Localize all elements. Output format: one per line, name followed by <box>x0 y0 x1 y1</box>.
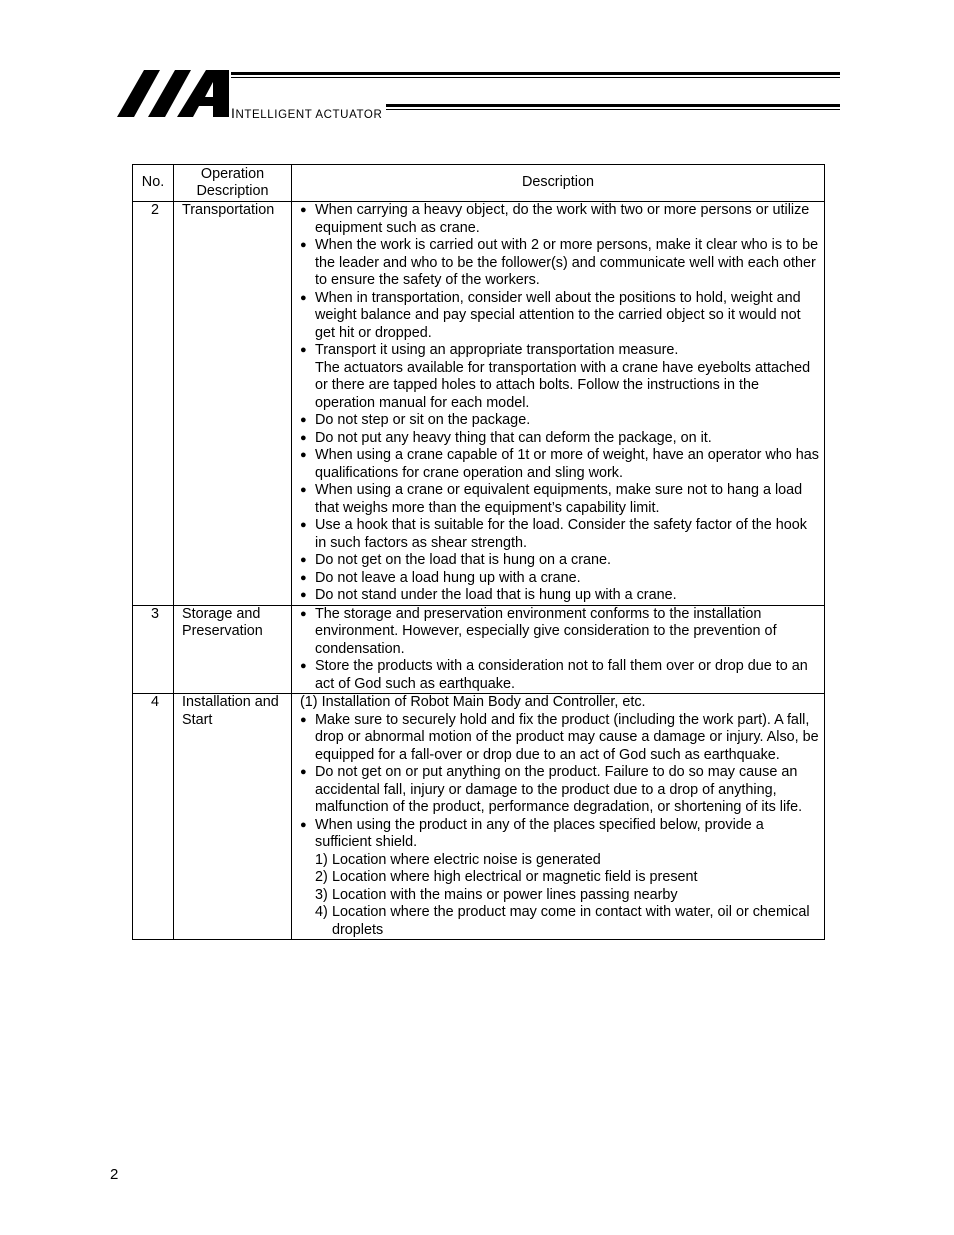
numbered-item-text: Location where high electrical or magnetic field is present <box>332 869 698 885</box>
numbered-item-label: 3) <box>315 886 328 903</box>
header-no: No. <box>133 165 174 202</box>
header-rule-bottom-thin <box>386 109 840 110</box>
bullet-item: ● When the work is carried out with 2 or more persons, make it clear who is to be the leader and who to be the follower(s) and communicate well with each other to ensure the safety of the workers. <box>300 237 820 290</box>
numbered-item-label: 1) <box>315 851 328 868</box>
bullet-item: ● When using a crane capable of 1t or more of weight, have an operator who has qualifications for crane operation and sling work. <box>300 447 820 482</box>
precautions-table <box>132 164 825 940</box>
bullet-item: ● Do not stand under the load that is hung up with a crane. <box>300 587 820 605</box>
continuation-text: The actuators available for transportation with a crane have eyebolts attached or there are tapped holes to attach bolts. Follow the instructions in the operation manual for each model. <box>315 359 811 411</box>
bullet-item: ● When using the product in any of the places specified below, provide a sufficient shield. <box>300 817 820 852</box>
numbered-item-text: Location with the mains or power lines passing nearby <box>332 886 678 903</box>
bullet-item: ● Make sure to securely hold and fix the product (including the work part). A fall, drop or abnormal motion of the product may cause a damage or injury. Also, be equipped for a fall-over or drop due to an act of God such as earthquake. <box>300 712 820 765</box>
description-cell <box>292 694 825 940</box>
bullet-item: ● Do not step or sit on the package. <box>300 412 820 430</box>
iai-logo <box>117 70 229 118</box>
bullet-item: ● The storage and preservation environment conforms to the installation environment. However, especially give consideration to the prevention of condensation. <box>300 606 820 659</box>
row-number: 4 <box>133 694 174 940</box>
bullet-item: ● Do not leave a load hung up with a crane. <box>300 570 820 588</box>
bullet-item: ● Store the products with a consideration not to fall them over or drop due to an act of God such as earthquake. <box>300 658 820 693</box>
header-operation: Operation Description <box>174 165 292 202</box>
bullet-item: ● Transport it using an appropriate transportation measure. <box>300 342 820 360</box>
row-number: 2 <box>133 202 174 606</box>
table-row <box>133 694 825 940</box>
table-row <box>133 202 825 606</box>
operation-description: Storage and Preservation <box>174 605 292 694</box>
numbered-item-label: 4) <box>315 904 328 920</box>
brand-name: INTELLIGENT ACTUATOR <box>231 105 383 121</box>
description-cell <box>292 202 825 606</box>
page-number: 2 <box>110 1166 119 1183</box>
header-description: Description <box>292 165 825 202</box>
row-number: 3 <box>133 605 174 694</box>
header-rule-top-thick <box>231 72 840 75</box>
numbered-item <box>300 869 820 887</box>
bullet-item: ● When using a crane or equivalent equipments, make sure not to hang a load that weighs more than the equipment’s capability limit. <box>300 482 820 517</box>
header-rule-top-thin <box>231 77 840 78</box>
bullet-item: ● Do not get on the load that is hung on a crane. <box>300 552 820 570</box>
header-rule-bottom-thick <box>386 104 840 107</box>
bullet-item: ● Do not put any heavy thing that can deform the package, on it. <box>300 430 820 448</box>
bullet-item: ● When carrying a heavy object, do the work with two or more persons or utilize equipment such as crane. <box>300 202 820 237</box>
numbered-item <box>300 904 820 939</box>
numbered-item <box>300 887 820 905</box>
numbered-item-label: 2) <box>315 869 328 885</box>
operation-description: Installation and Start <box>174 694 292 940</box>
description-cell <box>292 605 825 694</box>
numbered-item-text: Location where electric noise is generated <box>332 851 601 868</box>
bullet-item: ● When in transportation, consider well about the positions to hold, weight and weight balance and pay special attention to the carried object so it would not get hit or dropped. <box>300 290 820 343</box>
numbered-item-text: Location where the product may come in contact with water, oil or chemical droplets <box>332 904 810 938</box>
bullet-item: ● Do not get on or put anything on the product. Failure to do so may cause an accidental fall, injury or damage to the product due to a drop of anything, malfunction of the product, performance degradation, or shortening of its life. <box>300 764 820 817</box>
operation-description: Transportation <box>174 202 292 606</box>
numbered-item <box>300 852 820 870</box>
bullet-item: ● Use a hook that is suitable for the load. Consider the safety factor of the hook in such factors as shear strength. <box>300 517 820 552</box>
table-header-row <box>133 165 825 202</box>
section-heading: (1) Installation of Robot Main Body and Controller, etc. <box>300 694 646 710</box>
table-row <box>133 605 825 694</box>
